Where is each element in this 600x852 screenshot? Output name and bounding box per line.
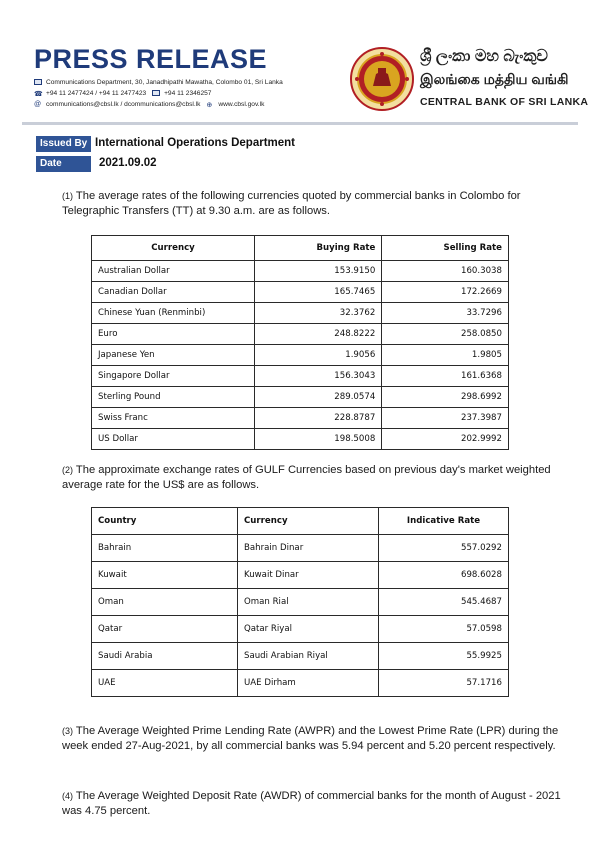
- table-cell-indicative-rate: 545.4687: [379, 589, 509, 616]
- table-cell-selling-rate: 237.3987: [382, 408, 509, 429]
- fax-text: +94 11 2346257: [164, 90, 212, 97]
- paragraph-3-text: The Average Weighted Prime Lending Rate (AWPR) and the Lowest Prime Rate (LPR) during the week ended 27-Aug-2021, by all commercial banks was 5.94 percent and 5.20 percent respectively.: [62, 725, 559, 752]
- table-cell-currency: Sterling Pound: [92, 387, 255, 408]
- cbsl-seal-logo: [349, 46, 415, 112]
- phone-icon: ☎: [34, 91, 43, 99]
- table-cell-currency: Oman Rial: [238, 589, 379, 616]
- table-cell-country: Oman: [92, 589, 238, 616]
- table-cell-selling-rate: 161.6368: [382, 366, 509, 387]
- table-cell-country: Kuwait: [92, 562, 238, 589]
- table-cell-currency: Euro: [92, 324, 255, 345]
- table-header-row: [92, 508, 509, 535]
- website-text: www.cbsl.gov.lk: [218, 101, 265, 108]
- paragraph-2-number: (2): [62, 465, 73, 475]
- issued-by-label: Issued By: [36, 136, 91, 152]
- table-cell-buying-rate: 32.3762: [255, 303, 382, 324]
- table-cell-currency: Swiss Franc: [92, 408, 255, 429]
- bank-name-english: CENTRAL BANK OF SRI LANKA: [420, 96, 589, 108]
- paragraph-2: [62, 463, 562, 493]
- table-cell-currency: Canadian Dollar: [92, 282, 255, 303]
- date-label: Date: [36, 156, 91, 172]
- table-cell-indicative-rate: 698.6028: [379, 562, 509, 589]
- col-header-selling-rate: Selling Rate: [382, 236, 509, 261]
- paragraph-3-number: (3): [62, 726, 73, 736]
- table-cell-currency: US Dollar: [92, 429, 255, 450]
- bank-name-sinhala: ශ්‍රී ලංකා මහ බැංකුව: [420, 48, 548, 65]
- table-cell-buying-rate: 289.0574: [255, 387, 382, 408]
- table-row: [92, 261, 509, 282]
- issued-by-value: International Operations Department: [95, 137, 296, 149]
- table-cell-currency: Qatar Riyal: [238, 616, 379, 643]
- table-cell-buying-rate: 165.7465: [255, 282, 382, 303]
- email-line: [34, 101, 264, 108]
- table-cell-buying-rate: 153.9150: [255, 261, 382, 282]
- table-row: [92, 535, 509, 562]
- table-cell-selling-rate: 1.9805: [382, 345, 509, 366]
- table-cell-country: Saudi Arabia: [92, 643, 238, 670]
- globe-icon: ⊕: [206, 102, 213, 110]
- table-row: [92, 345, 509, 366]
- table-row: [92, 616, 509, 643]
- table-cell-currency: Bahrain Dinar: [238, 535, 379, 562]
- email-text: communications@cbsl.lk / dcommunications@cbsl.lk: [46, 101, 201, 108]
- table-cell-currency: Australian Dollar: [92, 261, 255, 282]
- envelope-icon: [34, 79, 42, 85]
- table-header-row: [92, 236, 509, 261]
- table-cell-buying-rate: 1.9056: [255, 345, 382, 366]
- table-row: [92, 670, 509, 697]
- table-row: [92, 562, 509, 589]
- table-cell-selling-rate: 160.3038: [382, 261, 509, 282]
- table-cell-indicative-rate: 55.9925: [379, 643, 509, 670]
- col-header-indicative-rate: Indicative Rate: [379, 508, 509, 535]
- table-row: [92, 429, 509, 450]
- paragraph-1: [62, 189, 562, 219]
- address-line: [34, 79, 283, 86]
- table-row: [92, 643, 509, 670]
- header-divider: [22, 122, 578, 125]
- table-cell-buying-rate: 248.8222: [255, 324, 382, 345]
- paragraph-4: [62, 789, 562, 819]
- phone-line: [34, 90, 211, 97]
- press-release-title: PRESS RELEASE: [34, 44, 268, 74]
- paragraph-1-number: (1): [62, 191, 73, 201]
- table-row: [92, 324, 509, 345]
- paragraph-3: [62, 724, 562, 754]
- table-row: [92, 408, 509, 429]
- bank-name-tamil: இலங்கை மத்திய வங்கி: [420, 71, 569, 87]
- col-header-country: Country: [92, 508, 238, 535]
- table-cell-selling-rate: 258.0850: [382, 324, 509, 345]
- col-header-currency: Currency: [92, 236, 255, 261]
- table-cell-country: UAE: [92, 670, 238, 697]
- table-cell-indicative-rate: 57.1716: [379, 670, 509, 697]
- letterhead: [0, 0, 600, 124]
- table-row: [92, 303, 509, 324]
- paragraph-4-text: The Average Weighted Deposit Rate (AWDR) of commercial banks for the month of August - 2021 was 4.75 percent.: [62, 790, 561, 817]
- paragraph-1-text: The average rates of the following currencies quoted by commercial banks in Colombo for Telegraphic Transfers (TT) at 9.30 a.m. are as follows.: [62, 190, 521, 217]
- table-cell-currency: Japanese Yen: [92, 345, 255, 366]
- table-cell-currency: Saudi Arabian Riyal: [238, 643, 379, 670]
- paragraph-2-text: The approximate exchange rates of GULF Currencies based on previous day's market weighted average rate for the US$ are as follows.: [62, 464, 551, 491]
- tt-rates-table: [91, 235, 509, 450]
- table-cell-currency: Chinese Yuan (Renminbi): [92, 303, 255, 324]
- table-cell-selling-rate: 33.7296: [382, 303, 509, 324]
- table-cell-buying-rate: 198.5008: [255, 429, 382, 450]
- phone-text: +94 11 2477424 / +94 11 2477423: [46, 90, 147, 97]
- table-cell-selling-rate: 298.6992: [382, 387, 509, 408]
- email-icon: @: [34, 101, 42, 109]
- table-cell-country: Bahrain: [92, 535, 238, 562]
- paragraph-4-number: (4): [62, 791, 73, 801]
- table-cell-selling-rate: 202.9992: [382, 429, 509, 450]
- table-cell-country: Qatar: [92, 616, 238, 643]
- table-cell-currency: UAE Dirham: [238, 670, 379, 697]
- table-row: [92, 589, 509, 616]
- table-cell-currency: Singapore Dollar: [92, 366, 255, 387]
- table-cell-indicative-rate: 57.0598: [379, 616, 509, 643]
- table-row: [92, 282, 509, 303]
- date-value: 2021.09.02: [99, 157, 157, 169]
- table-row: [92, 366, 509, 387]
- table-row: [92, 387, 509, 408]
- table-cell-buying-rate: 228.8787: [255, 408, 382, 429]
- col-header-buying-rate: Buying Rate: [255, 236, 382, 261]
- table-cell-buying-rate: 156.3043: [255, 366, 382, 387]
- table-cell-indicative-rate: 557.0292: [379, 535, 509, 562]
- address-text: Communications Department, 30, Janadhipathi Mawatha, Colombo 01, Sri Lanka: [46, 79, 283, 86]
- col-header-currency: Currency: [238, 508, 379, 535]
- table-cell-currency: Kuwait Dinar: [238, 562, 379, 589]
- fax-icon: [152, 90, 160, 96]
- table-cell-selling-rate: 172.2669: [382, 282, 509, 303]
- gulf-rates-table: [91, 507, 509, 697]
